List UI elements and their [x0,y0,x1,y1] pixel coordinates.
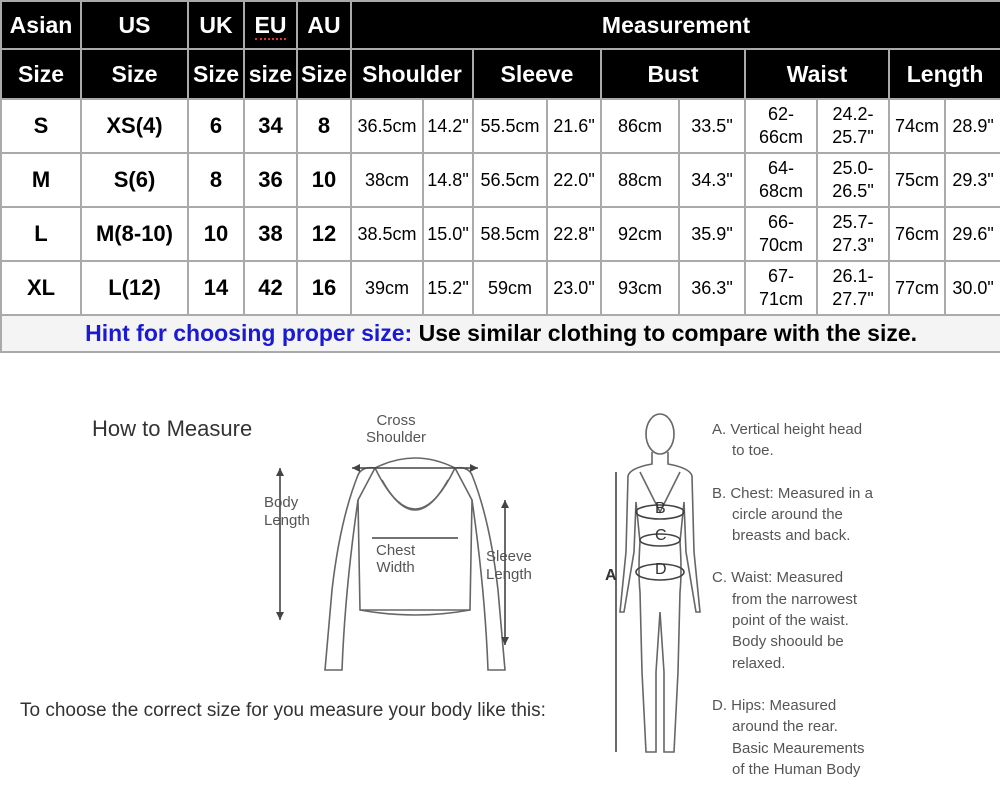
cell-eu: 38 [244,207,297,261]
header-asian-size: Size [1,49,81,99]
cell-au: 8 [297,99,351,153]
body-note-line: around the rear. [732,718,838,736]
table-row [1,261,1000,315]
cell-uk: 10 [188,207,244,261]
cell-us: S(6) [81,153,188,207]
body-note-line: C. Waist: Measured [712,569,844,587]
cell-asian: L [1,207,81,261]
size-chart-table [0,0,1000,353]
cross-shoulder-line2: Shoulder [366,429,427,446]
marker-c: C [655,527,667,544]
cell-bust-in: 33.5" [679,99,745,153]
cell-shoulder-cm: 38cm [351,153,423,207]
table-row [1,207,1000,261]
cell-sleeve-cm: 58.5cm [473,207,547,261]
chest-width-line1: Chest [376,542,416,559]
chest-width-line2: Width [376,559,415,576]
body-note-line: point of the waist. [732,612,849,630]
header-eu-text: EU [254,11,287,38]
cell-sleeve-cm: 59cm [473,261,547,315]
sleeve-length-line1: Sleeve [486,548,532,565]
body-note-line: D. Hips: Measured [712,696,837,714]
cell-sleeve-cm: 55.5cm [473,99,547,153]
cell-length-in: 29.3" [945,153,1000,207]
cell-bust-cm: 92cm [601,207,679,261]
instruction-text: To choose the correct size for you measure your body like this: [20,700,546,721]
cell-waist-cm: 67-71cm [745,261,817,315]
cell-shoulder-cm: 39cm [351,261,423,315]
body-note [712,483,972,547]
body-note-line: Body shoould be [732,633,844,651]
cell-waist-in: 25.7-27.3" [817,207,889,261]
cell-sleeve-cm: 56.5cm [473,153,547,207]
cell-length-in: 28.9" [945,99,1000,153]
cell-bust-in: 36.3" [679,261,745,315]
chest-width-label [376,542,415,576]
header-au: AU [297,1,351,49]
header-au-size: Size [297,49,351,99]
cell-shoulder-in: 15.0" [423,207,473,261]
header-us-size: Size [81,49,188,99]
cell-us: M(8-10) [81,207,188,261]
body-note-line: circle around the [732,505,843,523]
cell-sleeve-in: 22.0" [547,153,601,207]
header-row-2 [1,49,1000,99]
marker-b: B [655,500,666,517]
hint-label: Hint for choosing proper size: [85,320,413,346]
cell-waist-in: 24.2-25.7" [817,99,889,153]
header-waist: Waist [745,49,889,99]
cell-sleeve-in: 22.8" [547,207,601,261]
body-note-line: A. Vertical height head [712,421,863,438]
cell-length-in: 29.6" [945,207,1000,261]
header-asian: Asian [1,1,81,49]
header-uk-size: Size [188,49,244,99]
cell-waist-cm: 64-68cm [745,153,817,207]
body-notes [712,419,972,801]
cell-shoulder-in: 14.2" [423,99,473,153]
body-note-line: relaxed. [732,654,786,672]
body-note [712,419,972,462]
cell-bust-cm: 93cm [601,261,679,315]
cell-bust-cm: 86cm [601,99,679,153]
cell-length-cm: 77cm [889,261,945,315]
marker-a: A [605,567,617,584]
cell-length-cm: 74cm [889,99,945,153]
header-length: Length [889,49,1000,99]
cell-length-in: 30.0" [945,261,1000,315]
cell-asian: S [1,99,81,153]
cell-us: XS(4) [81,99,188,153]
cell-length-cm: 76cm [889,207,945,261]
cell-bust-in: 35.9" [679,207,745,261]
body-figure [600,412,720,772]
body-note-line: to toe. [732,442,774,460]
body-note-line: of the Human Body [732,760,861,778]
body-note-line: from the narrowest [732,590,858,608]
header-shoulder: Shoulder [351,49,473,99]
body-note-line: Basic Meaurements [732,739,865,757]
header-uk: UK [188,1,244,49]
table-row [1,99,1000,153]
cell-waist-in: 25.0-26.5" [817,153,889,207]
body-length-line2: Length [264,512,310,529]
header-bust: Bust [601,49,745,99]
header-row-1 [1,1,1000,49]
header-eu-size: size [244,49,297,99]
how-to-measure-title: How to Measure [92,416,253,441]
cell-au: 16 [297,261,351,315]
cell-bust-cm: 88cm [601,153,679,207]
cell-sleeve-in: 21.6" [547,99,601,153]
body-length-line1: Body [264,494,299,511]
cross-shoulder-label [366,412,426,446]
body-note-line: breasts and back. [732,527,851,545]
cell-eu: 36 [244,153,297,207]
sleeve-length-label [486,548,532,584]
cell-shoulder-in: 15.2" [423,261,473,315]
cell-sleeve-in: 23.0" [547,261,601,315]
cross-shoulder-line1: Cross [376,412,416,429]
cell-uk: 8 [188,153,244,207]
body-note [712,695,972,780]
hint-cell [1,315,1000,352]
cell-waist-cm: 66-70cm [745,207,817,261]
cell-asian: M [1,153,81,207]
body-length-label [264,494,310,530]
cell-shoulder-in: 14.8" [423,153,473,207]
cell-uk: 14 [188,261,244,315]
hint-row [1,315,1000,352]
cell-bust-in: 34.3" [679,153,745,207]
hint-text: Use similar clothing to compare with the size. [412,320,918,346]
header-eu [244,1,297,49]
header-us: US [81,1,188,49]
header-measurement: Measurement [351,1,1000,49]
cell-waist-in: 26.1-27.7" [817,261,889,315]
sleeve-length-line2: Length [486,566,532,583]
cell-length-cm: 75cm [889,153,945,207]
cell-waist-cm: 62-66cm [745,99,817,153]
cell-eu: 42 [244,261,297,315]
cell-shoulder-cm: 36.5cm [351,99,423,153]
cell-shoulder-cm: 38.5cm [351,207,423,261]
cell-au: 10 [297,153,351,207]
cell-asian: XL [1,261,81,315]
cell-au: 12 [297,207,351,261]
cell-us: L(12) [81,261,188,315]
cell-uk: 6 [188,99,244,153]
body-note-line: B. Chest: Measured in a [712,484,873,502]
header-sleeve: Sleeve [473,49,601,99]
body-note [712,567,972,673]
table-row [1,153,1000,207]
marker-d: D [655,561,667,578]
cell-eu: 34 [244,99,297,153]
